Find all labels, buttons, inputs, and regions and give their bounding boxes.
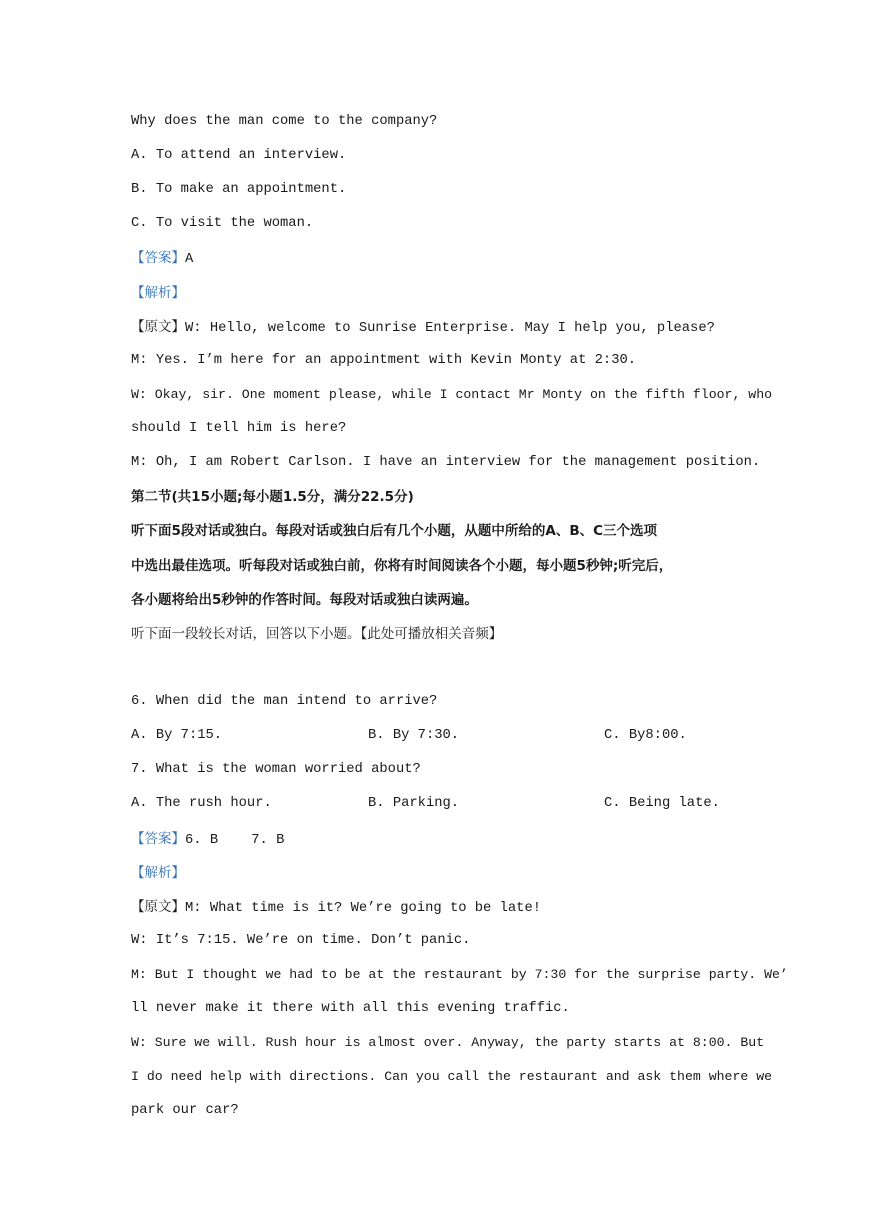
original-tag: 【原文】 <box>131 319 185 335</box>
q6-option-a: A. By 7:15. <box>131 728 223 743</box>
q67-transcript-line-3: M: But I thought we had to be at the restaurant by 7:30 for the surprise party. We’ <box>131 967 788 982</box>
transcript-text: M: What time is it? We’re going to be late! <box>185 901 542 916</box>
q6-question: 6. When did the man intend to arrive? <box>131 694 438 709</box>
q67-transcript-line-1 <box>131 898 741 918</box>
section-instruction-2: 中选出最佳选项。听每段对话或独白前，你将有时间阅读各个小题，每小题5秒钟;听完后， <box>131 558 673 574</box>
q5-transcript-line-5: M: Oh, I am Robert Carlson. I have an interview for the management position. <box>131 455 761 470</box>
q7-option-b: B. Parking. <box>368 796 460 811</box>
original-tag: 【原文】 <box>131 899 185 915</box>
q7-option-c: C. Being late. <box>604 796 720 811</box>
q5-transcript-line-2: M: Yes. I’m here for an appointment with Kevin Monty at 2:30. <box>131 353 637 368</box>
section-instruction-3: 各小题将给出5秒钟的作答时间。每段对话或独白读两遍。 <box>131 592 478 608</box>
q6-option-c: C. By8:00. <box>604 728 687 743</box>
section-heading: 第二节(共15小题;每小题1.5分，满分22.5分) <box>131 489 414 505</box>
q67-transcript-line-4: ll never make it there with all this evening traffic. <box>131 1001 570 1016</box>
section-instruction-1: 听下面5段对话或独白。每段对话或独白后有几个小题，从题中所给的A、B、C三个选项 <box>131 523 658 539</box>
transcript-text: W: Hello, welcome to Sunrise Enterprise. May I help you, please? <box>185 321 715 336</box>
q5-option-b: B. To make an appointment. <box>131 182 347 197</box>
q5-transcript-line-4: should I tell him is here? <box>131 421 347 436</box>
q67-transcript-line-2: W: It’s 7:15. We’re on time. Don’t panic. <box>131 933 471 948</box>
q7-question: 7. What is the woman worried about? <box>131 762 421 777</box>
q5-option-c: C. To visit the woman. <box>131 216 314 231</box>
q5-answer: A <box>185 252 194 267</box>
q67-transcript-line-6: I do need help with directions. Can you call the restaurant and ask them where we <box>131 1069 773 1084</box>
q5-option-a: A. To attend an interview. <box>131 148 347 163</box>
q5-transcript-line-1 <box>131 318 741 338</box>
q67-analysis-tag: 【解析】 <box>131 865 185 881</box>
q7-option-a: A. The rush hour. <box>131 796 272 811</box>
q67-answer-line <box>131 830 741 850</box>
answer-tag: 【答案】 <box>131 250 185 266</box>
answer-tag: 【答案】 <box>131 831 185 847</box>
q5-question: Why does the man come to the company? <box>131 114 438 129</box>
q67-transcript-line-7: park our car? <box>131 1103 239 1118</box>
q6-option-b: B. By 7:30. <box>368 728 460 743</box>
q67-transcript-line-5: W: Sure we will. Rush hour is almost over. Anyway, the party starts at 8:00. But <box>131 1035 765 1050</box>
q5-analysis-tag: 【解析】 <box>131 285 185 301</box>
q5-transcript-line-3: W: Okay, sir. One moment please, while I contact Mr Monty on the fifth floor, who <box>131 387 773 402</box>
q5-answer-line <box>131 249 741 269</box>
listening-prompt: 听下面一段较长对话，回答以下小题。【此处可播放相关音频】 <box>131 626 503 642</box>
q67-answer: 6. B 7. B <box>185 833 285 848</box>
